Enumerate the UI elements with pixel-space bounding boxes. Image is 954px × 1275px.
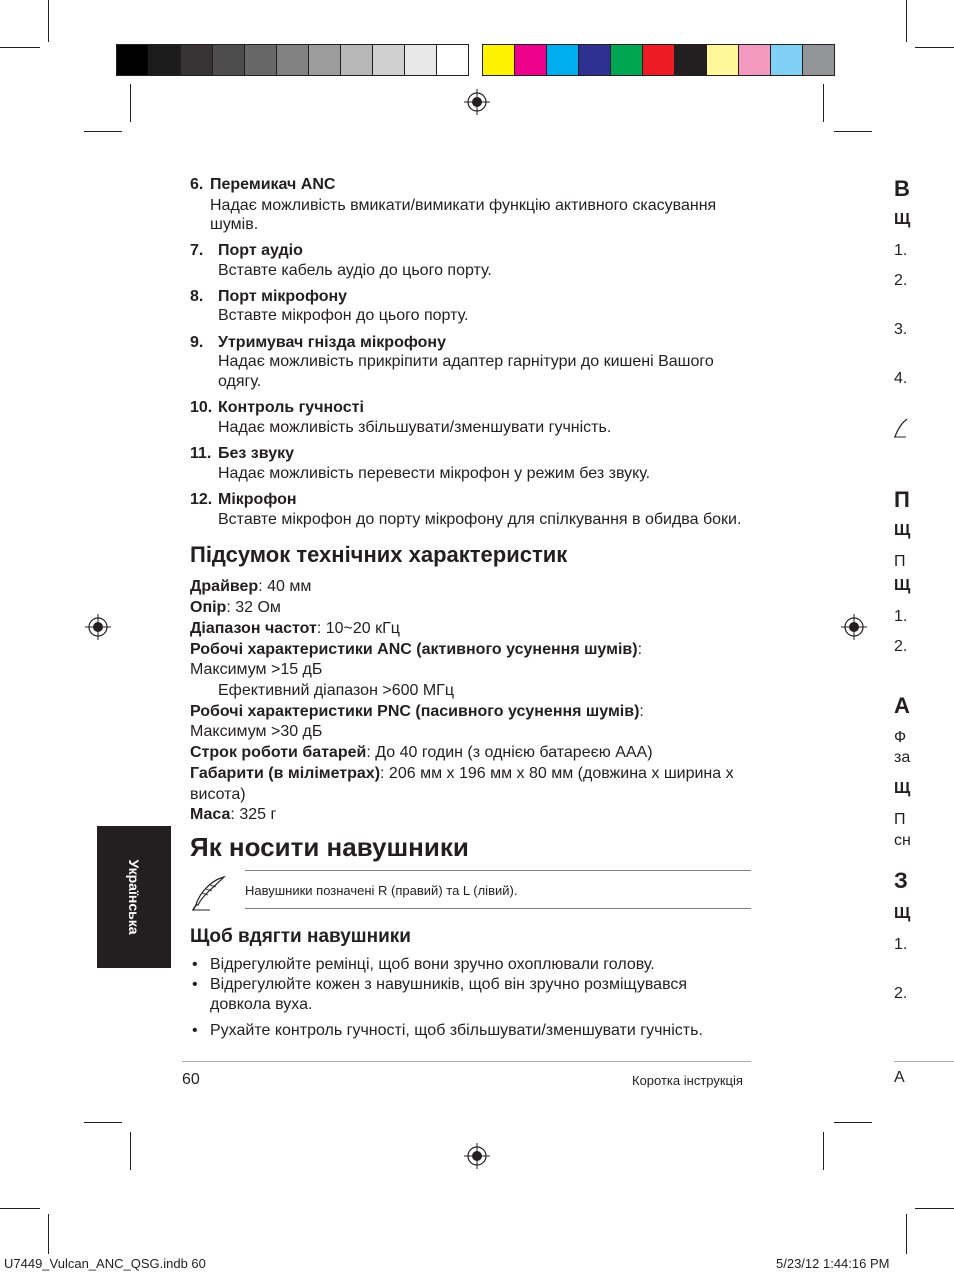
list-item-desc: шумів. xyxy=(210,216,259,233)
language-tab-label: Українська xyxy=(126,859,142,935)
color-swatch xyxy=(642,44,675,76)
slug-date: 5/23/12 1:44:16 PM xyxy=(776,1256,890,1271)
list-item: Відрегулюйте кожен з навушників, щоб він зручно розміщувався xyxy=(210,976,688,993)
list-item-desc: Вставте мікрофон до порту мікрофону для спілкування в обидва боки. xyxy=(218,511,742,528)
color-swatch xyxy=(436,44,469,76)
list-item-number: 9. xyxy=(190,334,204,351)
list-item-desc: Вставте кабель аудіо до цього порту. xyxy=(218,262,492,279)
color-swatch xyxy=(244,44,277,76)
fragment-subheading: Щ xyxy=(894,780,911,797)
spec-dimensions-cont: висота) xyxy=(190,786,246,803)
bullet-marker: • xyxy=(192,976,198,993)
note-bottom-rule xyxy=(245,908,751,909)
spec-key: Робочі характеристики PNC (пасивного усунення шумів) xyxy=(190,703,640,720)
fragment-text: 1. xyxy=(894,242,908,259)
spec-key: Габарити (в міліметрах) xyxy=(190,765,381,782)
fragment-heading: В xyxy=(894,176,910,201)
crop-mark xyxy=(130,1132,131,1170)
list-item-number: 12. xyxy=(190,491,213,508)
fragment-text: 2. xyxy=(894,638,908,655)
spec-pnc xyxy=(190,702,644,722)
crop-mark xyxy=(84,1122,122,1123)
fragment-footer-text: А xyxy=(894,1069,905,1086)
crop-mark xyxy=(906,1214,907,1254)
note-text: Навушники позначені R (правий) та L (лівий). xyxy=(245,883,518,898)
registration-mark-icon xyxy=(841,614,867,640)
list-item-number: 6. xyxy=(190,176,204,193)
crop-mark xyxy=(823,1132,824,1170)
spec-impedance xyxy=(190,598,281,618)
wear-heading: Як носити навушники xyxy=(190,832,469,862)
registration-mark-icon xyxy=(464,1143,490,1169)
fragment-text: 1. xyxy=(894,936,908,953)
list-item-number: 11. xyxy=(190,445,212,462)
list-item-title: Контроль гучності xyxy=(218,399,364,416)
list-item-title: Порт аудіо xyxy=(218,242,303,259)
spec-key: Робочі характеристики ANC (активного усунення шумів) xyxy=(190,641,638,658)
fragment-text: сн xyxy=(894,832,911,849)
fragment-text: 1. xyxy=(894,608,908,625)
note-pen-icon xyxy=(190,874,228,912)
fragment-text: 4. xyxy=(894,370,908,387)
fragment-footer-rule xyxy=(894,1061,954,1062)
note-top-rule xyxy=(245,870,751,871)
spec-key: Маса xyxy=(190,806,231,823)
list-item-number: 10. xyxy=(190,399,213,416)
list-item-title: Мікрофон xyxy=(218,491,297,508)
color-swatch xyxy=(308,44,341,76)
spec-value: : 325 г xyxy=(230,806,277,823)
crop-mark xyxy=(48,1214,49,1254)
spec-driver xyxy=(190,577,311,597)
color-swatch xyxy=(372,44,405,76)
list-item-number: 8. xyxy=(190,288,204,305)
color-swatch xyxy=(514,44,547,76)
list-item-desc: Вставте мікрофон до цього порту. xyxy=(218,307,469,324)
spec-battery xyxy=(190,743,653,763)
color-swatch xyxy=(738,44,771,76)
fragment-heading: З xyxy=(894,868,908,893)
spec-mass xyxy=(190,805,276,825)
crop-mark xyxy=(834,131,872,132)
color-swatch xyxy=(116,44,149,76)
fragment-text: П xyxy=(894,553,906,570)
spec-anc xyxy=(190,640,642,660)
list-item: Відрегулюйте ремінці, щоб вони зручно охоплювали голову. xyxy=(210,956,655,973)
fragment-text: 3. xyxy=(894,321,908,338)
color-swatch xyxy=(276,44,309,76)
spec-key: Опір xyxy=(190,599,227,616)
list-item-title: Без звуку xyxy=(218,445,294,462)
wear-subheading: Щоб вдягти навушники xyxy=(190,926,411,947)
crop-mark xyxy=(0,1208,40,1209)
crop-mark xyxy=(906,0,907,42)
crop-mark xyxy=(834,1122,872,1123)
spec-anc-max: Максимум >15 дБ xyxy=(190,661,323,678)
fragment-text: П xyxy=(894,811,906,828)
spec-frequency xyxy=(190,619,400,639)
spec-value: : 40 мм xyxy=(258,578,312,595)
crop-mark xyxy=(915,47,954,48)
fragment-subheading: Щ xyxy=(894,522,911,539)
crop-mark xyxy=(130,84,131,122)
spec-value: : xyxy=(639,703,644,720)
color-swatch xyxy=(770,44,803,76)
fragment-text: Ф xyxy=(894,729,907,746)
spec-value: : 206 мм x 196 мм x 80 мм (довжина x ширина x xyxy=(380,765,734,782)
color-swatch xyxy=(546,44,579,76)
spec-value: : До 40 годин (з однією батареєю AAA) xyxy=(366,744,653,761)
list-item-desc: Надає можливість прикріпити адаптер гарнітури до кишені Вашого xyxy=(218,353,714,370)
list-item-desc: Надає можливість збільшувати/зменшувати гучність. xyxy=(218,419,612,436)
crop-mark xyxy=(0,47,40,48)
page-number: 60 xyxy=(182,1071,200,1088)
crop-mark xyxy=(84,131,122,132)
fragment-subheading: Щ xyxy=(894,905,911,922)
list-item-title: Утримувач гнізда мікрофону xyxy=(218,334,446,351)
spec-key: Діапазон частот xyxy=(190,620,317,637)
list-item-desc: Надає можливість вмикати/вимикати функцію активного скасування xyxy=(210,197,717,214)
specs-heading: Підсумок технічних характеристик xyxy=(190,542,568,567)
spec-value: : 10~20 кГц xyxy=(316,620,400,637)
spec-key: Драйвер xyxy=(190,578,259,595)
fragment-text: 2. xyxy=(894,272,908,289)
list-item-desc: одягу. xyxy=(218,373,262,390)
color-swatch xyxy=(340,44,373,76)
registration-mark-icon xyxy=(85,614,111,640)
color-swatch xyxy=(578,44,611,76)
spec-dimensions xyxy=(190,764,734,784)
fragment-heading: А xyxy=(894,693,910,718)
color-swatch xyxy=(802,44,835,76)
fragment-heading: П xyxy=(894,487,910,512)
list-item-title: Перемикач ANC xyxy=(210,176,336,193)
crop-mark xyxy=(48,0,49,42)
fragment-text: за xyxy=(894,749,911,766)
spec-key: Строк роботи батарей xyxy=(190,744,367,761)
spec-value: : xyxy=(637,641,643,658)
fragment-subheading: Щ xyxy=(894,577,911,594)
fragment-text: 2. xyxy=(894,985,908,1002)
list-item-desc: Надає можливість перевести мікрофон у режим без звуку. xyxy=(218,465,651,482)
list-item: Рухайте контроль гучності, щоб збільшувати/зменшувати гучність. xyxy=(210,1022,703,1039)
color-swatch xyxy=(706,44,739,76)
color-swatch xyxy=(674,44,707,76)
registration-mark-icon xyxy=(464,89,490,115)
list-item-title: Порт мікрофону xyxy=(218,288,348,305)
footer-guide: Коротка інструкція xyxy=(632,1073,743,1088)
spec-pnc-max: Максимум >30 дБ xyxy=(190,723,323,740)
color-swatch xyxy=(148,44,181,76)
color-swatch xyxy=(212,44,245,76)
bullet-marker: • xyxy=(192,956,198,973)
fragment-note-icon xyxy=(894,418,908,438)
footer-rule xyxy=(182,1061,751,1062)
color-swatch xyxy=(180,44,213,76)
spec-anc-range: Ефективний діапазон >600 МГц xyxy=(218,682,454,699)
color-swatch xyxy=(404,44,437,76)
bullet-marker: • xyxy=(192,1022,198,1039)
list-item-cont: довкола вуха. xyxy=(210,996,313,1013)
slug-filename: U7449_Vulcan_ANC_QSG.indb 60 xyxy=(4,1256,206,1271)
color-swatch xyxy=(610,44,643,76)
spec-value: : 32 Ом xyxy=(226,599,281,616)
crop-mark xyxy=(823,84,824,122)
color-swatch xyxy=(482,44,515,76)
list-item-number: 7. xyxy=(190,242,204,259)
language-tab xyxy=(97,826,171,968)
crop-mark xyxy=(915,1208,954,1209)
fragment-subheading: Щ xyxy=(894,211,911,228)
